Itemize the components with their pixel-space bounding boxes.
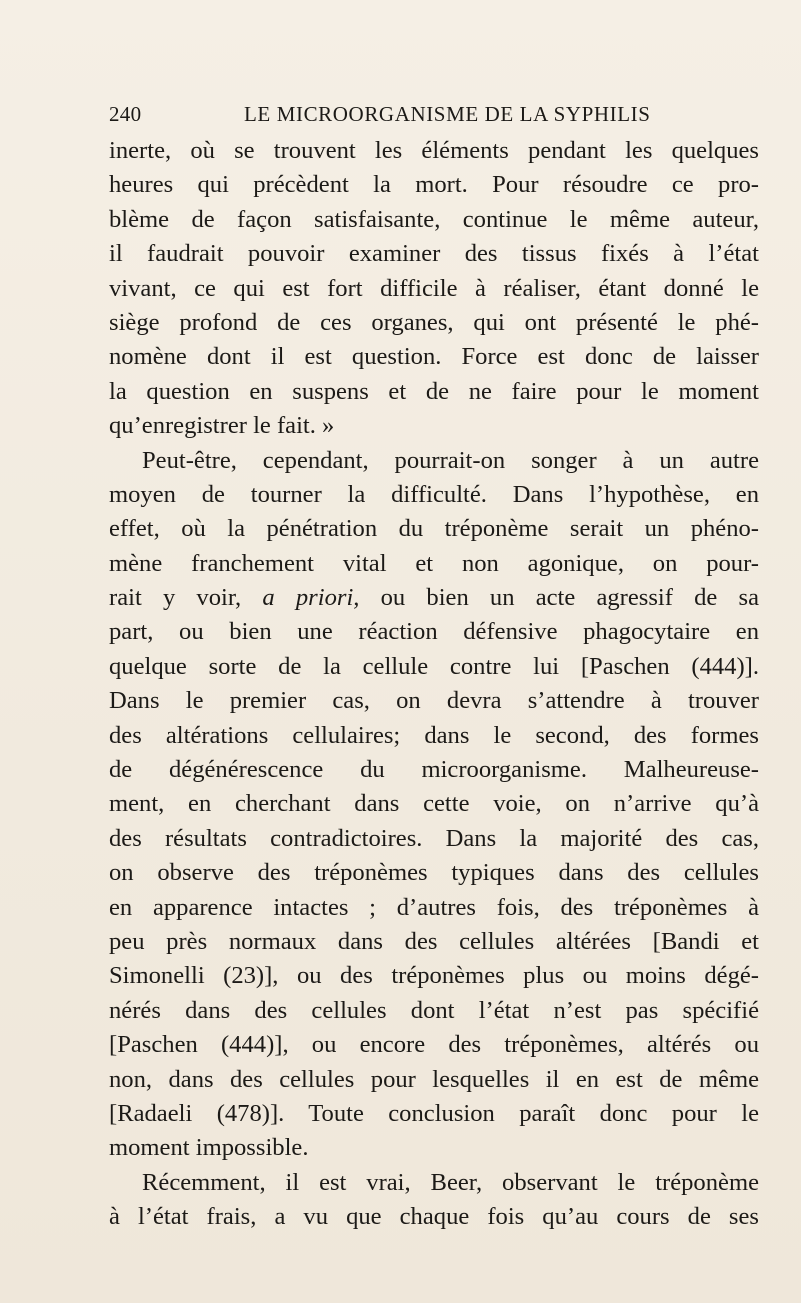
text-line: il faudrait pouvoir examiner des tissus fixés à l’état [109, 240, 759, 268]
text-line: moyen de tourner la difficulté. Dans l’hypothèse, en [109, 480, 759, 508]
text-line: on observe des tréponèmes typiques dans des cellules [109, 859, 759, 887]
paragraph-start-line: Récemment, il est vrai, Beer, observant le tréponème [142, 1168, 759, 1196]
text-line: des résultats contradictoires. Dans la majorité des cas, [109, 824, 759, 852]
text-line: ment, en cherchant dans cette voie, on n’arrive qu’à [109, 790, 759, 818]
paragraph-start-line: Peut-être, cependant, pourrait-on songer à un autre [142, 446, 759, 474]
text-line: peu près normaux dans des cellules altérées [Bandi et [109, 927, 759, 955]
text-line: inerte, où se trouvent les éléments pendant les quelques [109, 137, 759, 164]
text-line: blème de façon satisfaisante, continue le même auteur, [109, 205, 759, 233]
text-line: [Radaeli (478)]. Toute conclusion paraît donc pour le [109, 1099, 759, 1127]
text-line: heures qui précèdent la mort. Pour résoudre ce pro- [109, 171, 759, 199]
text-line: de dégénérescence du microorganisme. Malheureuse- [109, 756, 759, 784]
text-line: la question en suspens et de ne faire pour le moment [109, 377, 759, 405]
text-line: vivant, ce qui est fort difficile à réaliser, étant donné le [109, 274, 759, 302]
text-line: non, dans des cellules pour lesquelles il en est de même [109, 1065, 759, 1093]
text-segment: rait y voir, [109, 584, 263, 612]
running-title: LE MICROORGANISME DE LA SYPHILIS [244, 102, 651, 126]
text-line: part, ou bien une réaction défensive phagocytaire en [109, 618, 759, 646]
text-line: quelque sorte de la cellule contre lui [Paschen (444)]. [109, 652, 759, 680]
text-line: [Paschen (444)], ou encore des tréponèmes, altérés ou [109, 1031, 759, 1059]
text-line: en apparence intactes ; d’autres fois, des tréponèmes à [109, 893, 759, 921]
text-line: mène franchement vital et non agonique, on pour- [109, 549, 759, 577]
text-line: des altérations cellulaires; dans le second, des formes [109, 721, 759, 749]
text-line [109, 581, 759, 615]
text-line: qu’enregistrer le fait. » [109, 412, 335, 440]
text-line: effet, où la pénétration du tréponème serait un phéno- [109, 515, 759, 543]
body-text [109, 134, 759, 1235]
text-line: nomène dont il est question. Force est donc de laisser [109, 343, 759, 371]
text-segment: ou bien un acte agressif de sa [359, 584, 759, 612]
text-line: nérés dans des cellules dont l’état n’est pas spécifié [109, 996, 759, 1024]
text-line: à l’état frais, a vu que chaque fois qu’au cours de ses [109, 1203, 759, 1231]
text-line: siège profond de ces organes, qui ont présenté le phé- [109, 308, 759, 336]
italic-phrase: a priori, [262, 584, 360, 612]
text-line: moment impossible. [109, 1134, 309, 1162]
text-line: Dans le premier cas, on devra s’attendre à trouver [109, 687, 759, 715]
page-header [109, 102, 749, 132]
text-line: Simonelli (23)], ou des tréponèmes plus ou moins dégé- [109, 962, 759, 990]
page-number: 240 [109, 102, 142, 126]
